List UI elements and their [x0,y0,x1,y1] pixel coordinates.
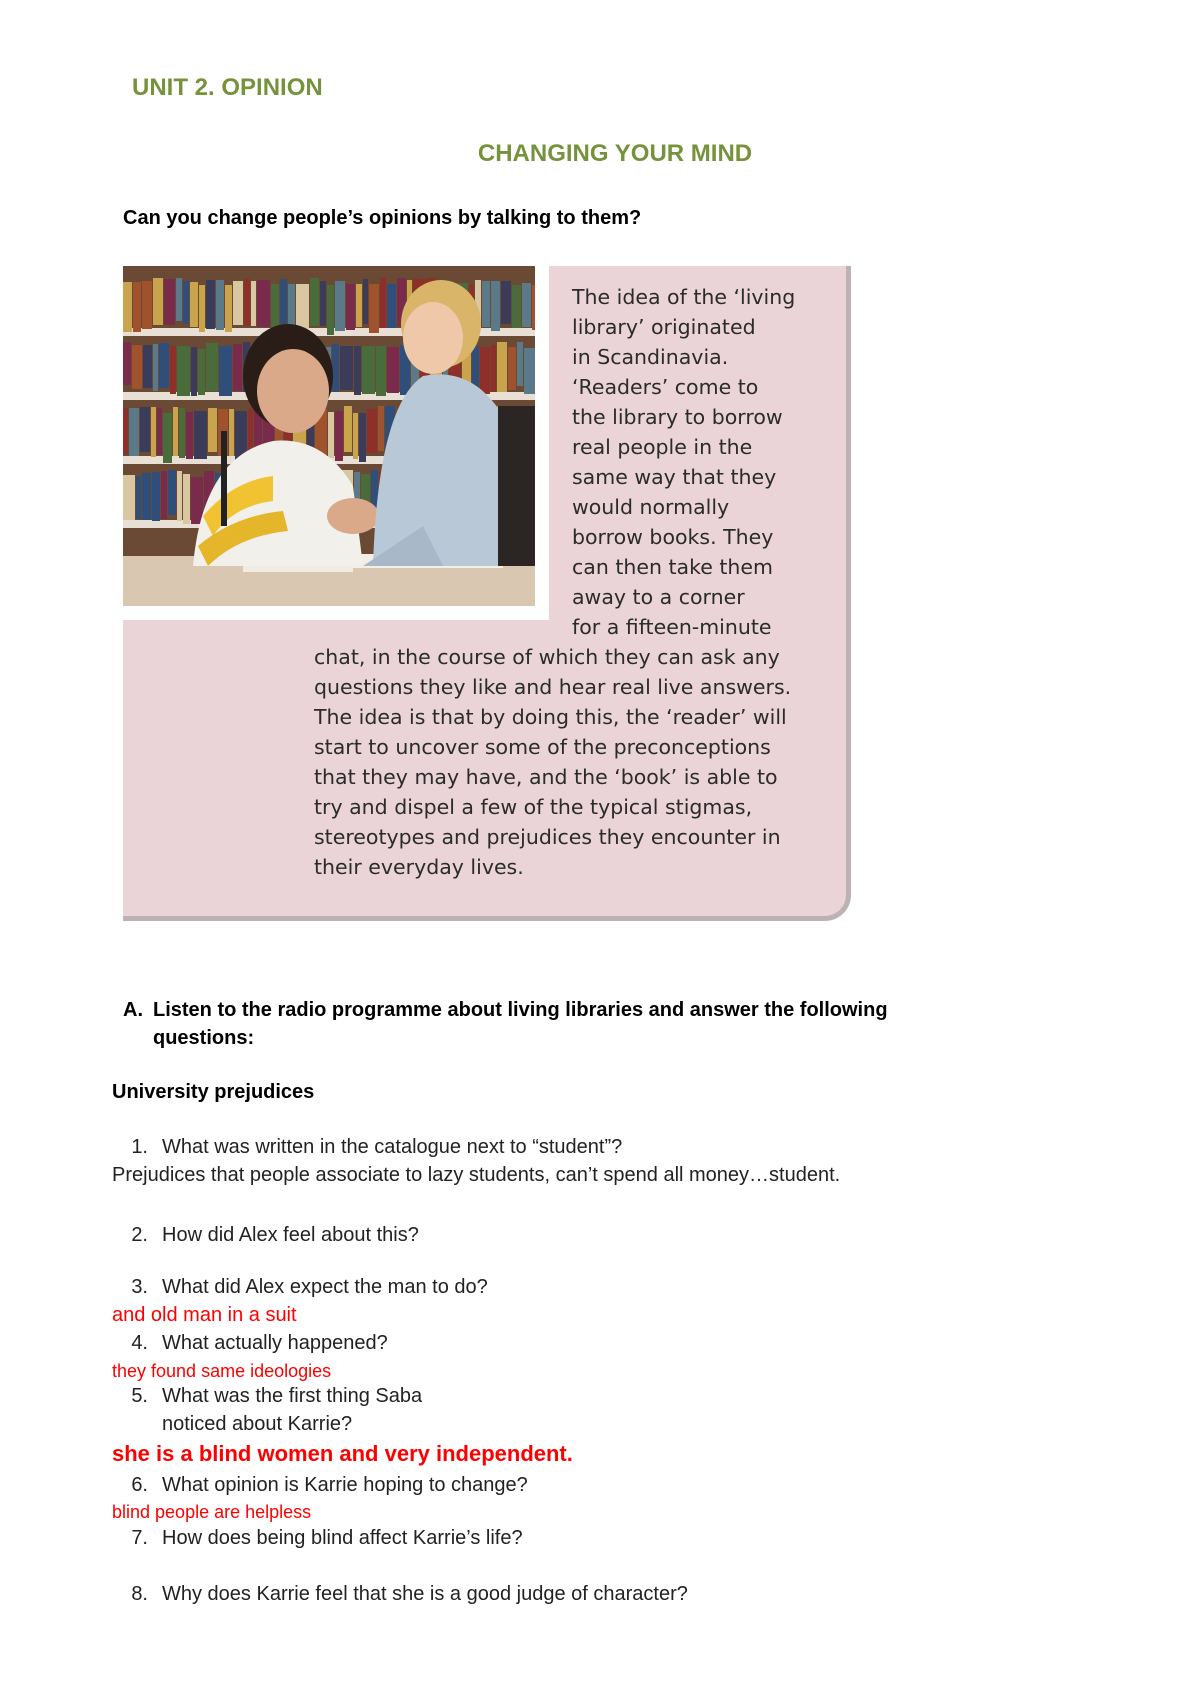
book-spine [512,285,521,328]
book-spine [190,282,198,327]
book-spine [380,278,386,328]
book-spine [233,281,243,325]
book-spine [133,282,141,332]
book-spine [387,347,399,393]
book-spine [335,281,345,331]
book-spine [123,475,135,520]
book-spine [151,407,156,457]
book-spine [310,278,319,326]
book-spine [367,409,377,453]
book-spine [152,472,160,521]
book-spine [508,347,516,390]
answer-1: Prejudices that people associate to lazy students, can’t spend all money…student. [112,1164,841,1186]
book-spine [497,342,507,392]
answer-6: blind people are helpless [112,1502,312,1522]
section-title: CHANGING YOUR MIND [477,140,753,167]
book-spine [161,471,167,519]
reading-line: stereotypes and prejudices they encounter in [314,825,781,849]
reading-line: can then take them [572,555,773,579]
book-spine [369,284,379,333]
book-spine [142,473,151,520]
book-spine [176,278,182,321]
exercise-label: A. [123,999,143,1021]
question-3: 3. What did Alex expect the man to do? [131,1276,488,1298]
book-spine [522,283,531,327]
book-spine [177,346,190,396]
book-spine [480,347,490,394]
book-spine [378,406,384,451]
book-spine [136,476,141,519]
book-spine [359,413,366,462]
instruction-line: Listen to the radio programme about living libraries and answer the following [153,999,888,1021]
book-spine [219,346,232,396]
book-spine [328,412,334,458]
reading-text-bottom [314,642,791,882]
book-spine [354,346,361,395]
question-1: 1. What was written in the catalogue next to “student”? [131,1136,623,1158]
book-spine [491,345,496,392]
book-spine [123,342,131,385]
book-spine [248,409,253,453]
reading-line: start to uncover some of the preconceptions [314,735,771,759]
reading-line: borrow books. They [572,525,774,549]
answer-3: and old man in a suit [112,1304,297,1326]
book-spine [353,413,358,459]
book-spine [332,344,339,392]
book-spine [296,284,309,329]
book-spine [501,281,511,324]
reading-line: The idea of the ‘living [572,285,796,309]
book-spine [340,346,353,390]
book-spine [153,278,163,325]
book-spine [183,281,189,324]
book-spine [129,408,139,456]
book-spine [216,280,224,330]
book-spine [271,284,279,331]
reading-line: the library to borrow [572,405,783,429]
subheading: University prejudices [112,1081,315,1103]
book-spine [229,409,234,456]
book-spine [482,281,490,327]
instruction-line: questions: [153,1027,255,1049]
book-spine [142,281,152,329]
book-spine [163,413,172,463]
book-spine [356,284,362,327]
book-spine [157,408,162,455]
book-spine [491,281,500,331]
book-spine [346,284,355,330]
question-5: 5. What was the first thing Saba [131,1385,423,1407]
book-spine [363,279,368,324]
book-spine [376,346,386,396]
exercise-instruction [123,996,888,1052]
book-spine [327,285,334,335]
question-2: 2. How did Alex feel about this? [131,1224,419,1246]
book-spine [344,406,352,452]
book-spine [225,285,232,332]
reading-line: would normally [572,495,730,519]
reading-line: their everyday lives. [314,855,524,879]
book-spine [179,408,185,458]
reading-line: for a fifteen-minute [572,615,772,639]
question-6: 6. What opinion is Karrie hoping to change? [131,1474,528,1496]
book-spine [320,281,326,326]
question-7: 7. How does being blind affect Karrie’s life? [131,1527,523,1549]
library-photo [123,266,549,620]
book-spine [194,411,207,459]
book-spine [257,280,270,327]
reading-line: The idea is that by doing this, the ‘reader’ will [314,705,787,729]
book-spine [173,407,178,456]
book-spine [517,342,523,386]
book-spine [159,343,169,388]
book-spine [177,471,182,521]
book-spine [153,344,158,391]
book-spine [191,347,197,396]
book-spine [199,285,205,332]
book-spine [164,279,175,325]
reading-line: in Scandinavia. [572,345,729,369]
book-spine [387,284,396,328]
book-spine [143,345,152,388]
reading-line: try and dispel a few of the typical stigmas, [314,795,753,819]
book-spine [132,345,142,389]
book-spine [198,349,205,395]
book-spine [206,280,215,329]
unit-title: UNIT 2. OPINION [132,74,323,101]
question-4: 4. What actually happened? [131,1332,388,1354]
book-spine [183,474,190,524]
reading-line: library’ originated [572,315,756,339]
book-spine [123,408,128,454]
reading-line: that they may have, and the ‘book’ is able to [314,765,778,789]
book-spine [206,343,218,391]
book-spine [280,279,287,324]
question-5-continued: noticed about Karrie? [162,1413,353,1435]
reading-text-top [572,282,795,642]
book-spine [288,284,295,328]
book-spine [208,408,217,452]
book-spine [170,346,176,394]
book-spine [140,407,150,452]
book-spine [186,412,193,459]
book-spine [233,344,242,391]
book-spine [244,279,250,326]
library-photo-illustration [123,266,535,606]
reading-line: real people in the [572,435,753,459]
reading-line: questions they like and hear real live answers. [314,675,792,699]
question-8: 8. Why does Karrie feel that she is a good judge of character? [131,1583,688,1605]
book-spine [524,348,535,394]
book-spine [362,346,375,394]
reading-line: away to a corner [572,585,745,609]
reading-line: same way that they [572,465,777,489]
book-spine [532,285,535,330]
book-spine [168,470,176,515]
answer-5: she is a blind women and very independent. [112,1441,573,1466]
answer-4: they found same ideologies [112,1361,332,1381]
reading-line: ‘Readers’ come to [572,375,759,399]
book-spine [191,477,203,524]
book-spine [251,281,256,326]
book-spine [335,411,343,461]
book-spine [123,282,132,332]
reading-line: chat, in the course of which they can ask any [314,645,780,669]
lead-question: Can you change people’s opinions by talking to them? [123,207,642,229]
